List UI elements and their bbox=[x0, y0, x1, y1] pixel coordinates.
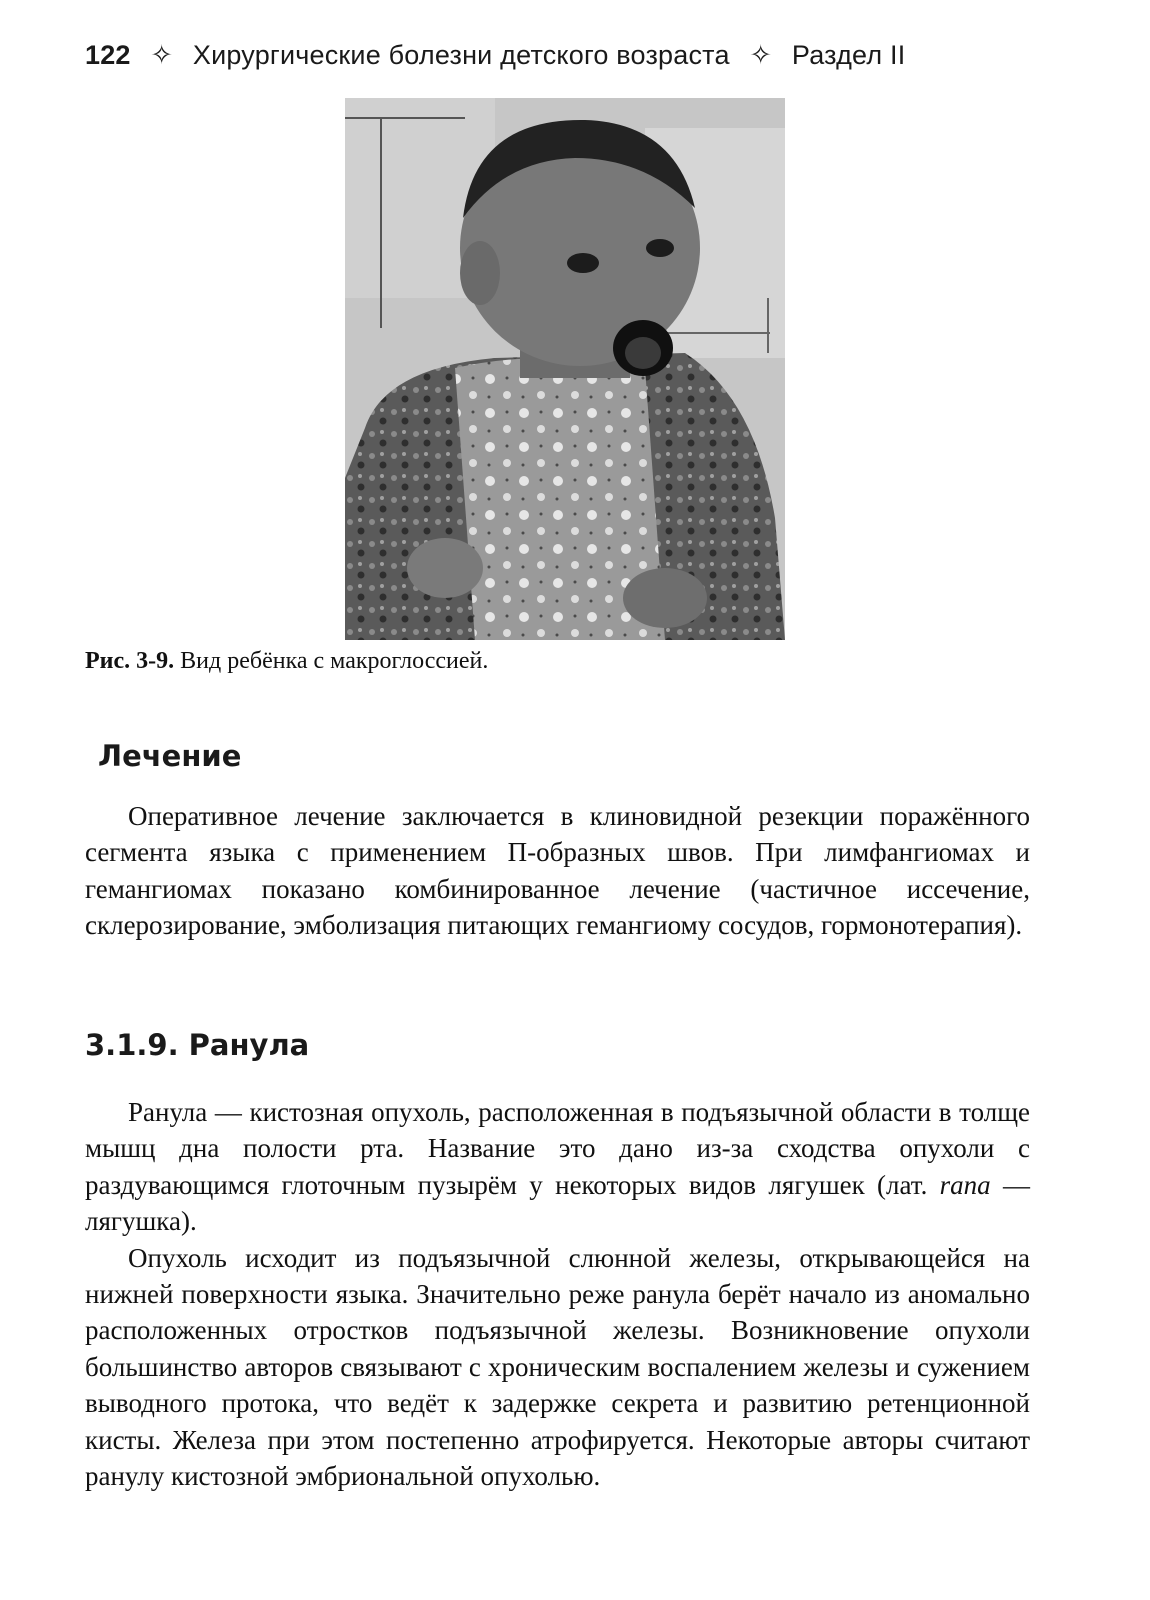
separator-icon: ✧ bbox=[150, 40, 174, 70]
section-heading-treatment: Лечение bbox=[98, 739, 242, 773]
ranula-body bbox=[85, 1094, 1030, 1494]
section-heading-ranula: 3.1.9. Ранула bbox=[85, 1028, 310, 1062]
paragraph bbox=[85, 1094, 1030, 1240]
section-label: Раздел II bbox=[791, 40, 906, 70]
book-title: Хирургические болезни детского возраста bbox=[192, 40, 730, 70]
latin-term: rana bbox=[939, 1169, 991, 1200]
paragraph: Опухоль исходит из подъязычной слюнной железы, открывающейся на нижней поверхности языка. Значительно реже ранула берёт начало из аномально расположенных отростков подъязычной железы. Возникновение опухоли большинство авторов связывают с хроническим воспалением железы и сужением выводного протока, что ведёт к задержке секрета и развитию ретенционной кисты. Железа при этом постепенно атрофируется. Некоторые авторы считают ранулу кистозной эмбриональной опухолью. bbox=[85, 1242, 1030, 1492]
child-photo-illustration bbox=[345, 98, 785, 640]
paragraph-text: Ранула — кистозная опухоль, расположенная в подъязычной области в толще мышц дна полости рта. Название это дано из-за сходства опухоли с раздувающимся глоточным пузырём у некоторых видов лягушек (лат. bbox=[85, 1097, 1030, 1200]
separator-icon: ✧ bbox=[749, 40, 773, 70]
running-header bbox=[85, 40, 1085, 71]
figure-caption-text: Вид ребёнка с макроглоссией. bbox=[180, 648, 489, 674]
figure-caption bbox=[85, 648, 488, 675]
treatment-body bbox=[85, 798, 1030, 944]
page-number: 122 bbox=[85, 40, 131, 70]
paragraph-text: — лягушка). bbox=[85, 1169, 1030, 1237]
figure-label: Рис. 3-9. bbox=[85, 648, 175, 674]
paragraph: Оперативное лечение заключается в клиновидной резекции поражённого сегмента языка с применением П-образных швов. При лимфангиомах и гемангиомах показано комбинированное лечение (частичное иссечение, склерозирование, эмболизация питающих гемангиому сосудов, гормонотерапия). bbox=[85, 801, 1030, 941]
figure-photo bbox=[345, 98, 785, 640]
